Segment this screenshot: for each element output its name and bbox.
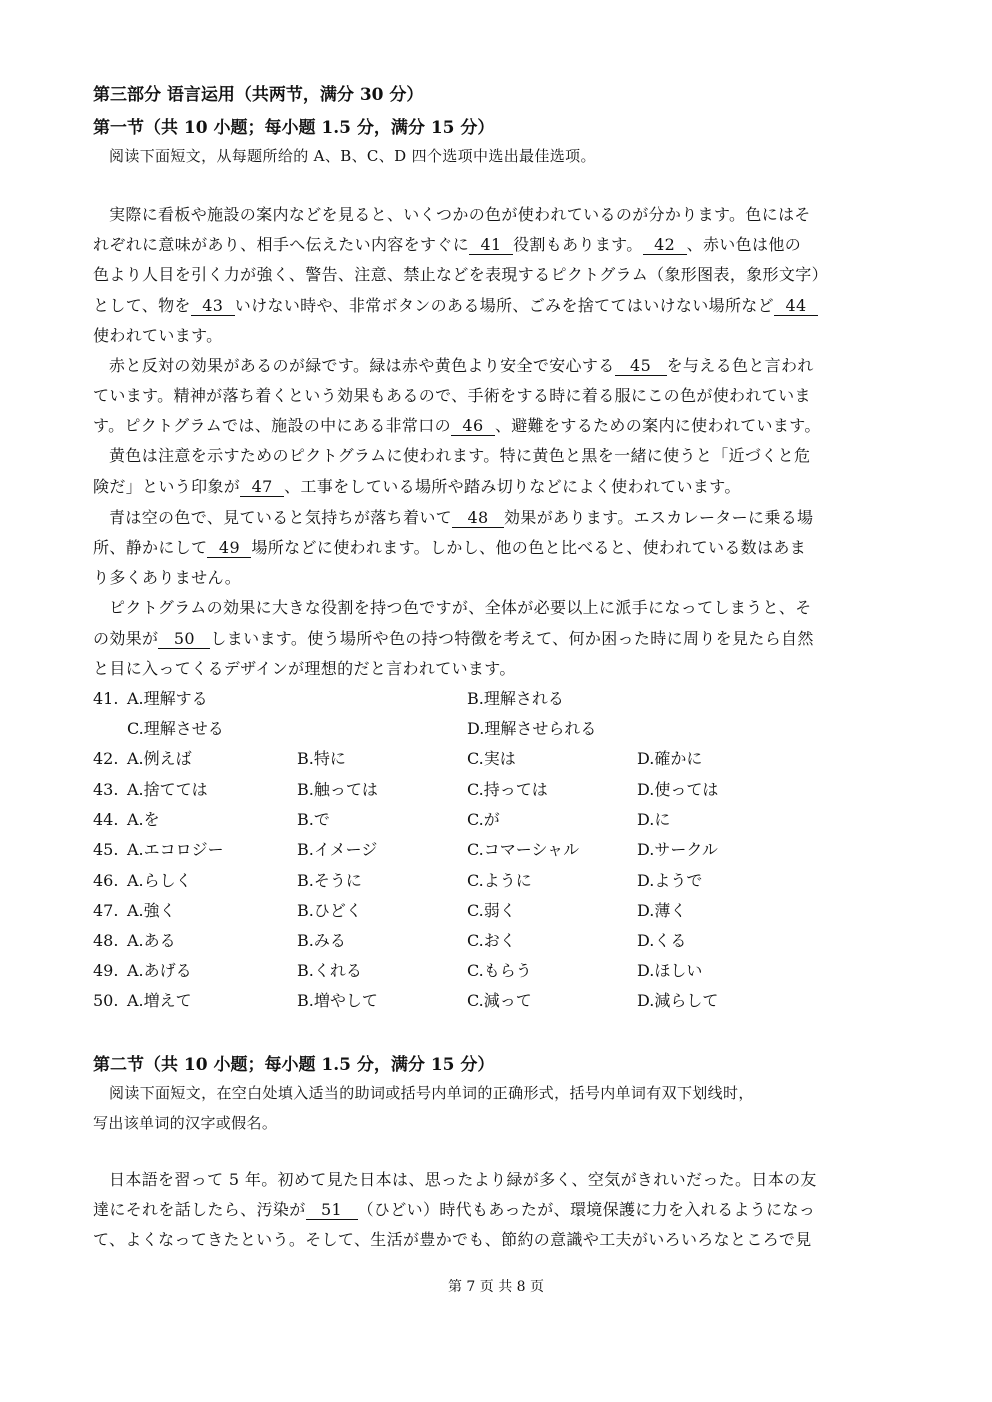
passage1-line: 色より人目を引く力が強く、警告、注意、禁止などを表現するピクトグラム（象形图表，象形文字） — [93, 265, 828, 284]
option-b: B.で — [297, 810, 330, 829]
blank-41: 41 — [469, 236, 513, 255]
blank-44: 44 — [774, 297, 818, 316]
passage1-line: と目に入ってくるデザインが理想的だと言われています。 — [93, 659, 516, 678]
question-number: 41. — [93, 689, 119, 708]
option-d: D.薄く — [637, 901, 687, 920]
question-number: 47. — [93, 901, 119, 920]
option-b: B.くれる — [297, 961, 362, 980]
section2-instruction: 写出该单词的汉字或假名。 — [93, 1114, 278, 1132]
passage1-line: 実際に看板や施設の案内などを見ると、いくつかの色が使われているのが分かります。色にはそ — [109, 205, 811, 224]
passage1-line: れぞれに意味があり、相手へ伝えたい内容をすぐに 41 役割もあります。 42 、赤い色は他の — [93, 235, 802, 254]
option-a: A.強く — [127, 901, 176, 920]
question-number: 44. — [93, 810, 119, 829]
passage1-line: 黄色は注意を示すためのピクトグラムに使われます。特に黄色と黒を一緒に使うと「近づくと危 — [109, 446, 811, 465]
question-number: 49. — [93, 961, 119, 980]
option-d: D.ほしい — [637, 961, 703, 980]
option-c: C.持っては — [467, 780, 548, 799]
option-a: A.理解する — [127, 689, 208, 708]
option-c: C.弱く — [467, 901, 516, 920]
option-c: C.コマーシャル — [467, 840, 580, 859]
option-d: D.確かに — [637, 749, 703, 768]
blank-46: 46 — [451, 417, 495, 436]
passage1-line: 所、静かにして 49 場所などに使われます。しかし、他の色と比べると、使われている数はあま — [93, 538, 807, 557]
option-a: A.を — [127, 810, 160, 829]
option-b: B.ひどく — [297, 901, 362, 920]
option-c: C.減って — [467, 991, 532, 1010]
blank-49: 49 — [207, 539, 251, 558]
passage1-line: として、物を 43 いけない時や、非常ボタンのある場所、ごみを捨ててはいけない場所など 44 — [93, 296, 863, 316]
option-a: A.ある — [127, 931, 176, 950]
blank-50: 50 — [158, 630, 210, 649]
question-number: 46. — [93, 871, 119, 890]
question-number: 43. — [93, 780, 119, 799]
option-c: C.ように — [467, 871, 532, 890]
question-number: 48. — [93, 931, 119, 950]
blank-47: 47 — [240, 478, 284, 497]
question-number: 42. — [93, 749, 119, 768]
passage1-line: 赤と反対の効果があるのが緑です。緑は赤や黄色より安全で安心する 45 を与える色と言われ — [109, 356, 814, 375]
blank-48: 48 — [452, 509, 504, 528]
option-b: B.触っては — [297, 780, 378, 799]
option-a: A.増えて — [127, 991, 192, 1010]
option-d: D.くる — [637, 931, 687, 950]
question-number: 45. — [93, 840, 119, 859]
blank-42: 42 — [643, 236, 687, 255]
passage2-line: 日本語を習って 5 年。初めて見た日本は、思ったより緑が多く、空気がきれいだった。日本の友 — [109, 1170, 817, 1189]
passage1-line: り多くありません。 — [93, 568, 242, 587]
option-d: D.使っては — [637, 780, 719, 799]
section2-instruction: 阅读下面短文，在空白处填入适当的助词或括号内单词的正确形式，括号内单词有双下划线时， — [109, 1084, 754, 1102]
passage1-line: 使われています。 — [93, 326, 223, 345]
option-d: D.理解させられる — [467, 719, 597, 738]
option-d: D.に — [637, 810, 671, 829]
option-c: C.おく — [467, 931, 516, 950]
question-number: 50. — [93, 991, 119, 1010]
page-number: 第 7 页 共 8 页 — [447, 1279, 545, 1295]
option-b: B.みる — [297, 931, 346, 950]
section1-instruction: 阅读下面短文，从每题所给的 A、B、C、D 四个选项中选出最佳选项。 — [109, 147, 596, 165]
option-b: B.理解される — [467, 689, 564, 708]
section1-title: 第一节（共 10 小题；每小题 1.5 分，满分 15 分） — [93, 118, 495, 138]
part-title: 第三部分 语言运用（共两节，满分 30 分） — [93, 85, 424, 105]
section2-title: 第二节（共 10 小题；每小题 1.5 分，满分 15 分） — [93, 1055, 495, 1075]
option-a: A.例えば — [127, 749, 192, 768]
option-d: D.サークル — [637, 840, 718, 859]
option-d: D.減らして — [637, 991, 719, 1010]
option-a: A.あげる — [127, 961, 192, 980]
option-b: B.イメージ — [297, 840, 378, 859]
passage2-line: て、よくなってきたという。そして、生活が豊かでも、節約の意識や工夫がいろいろなところで見 — [93, 1230, 812, 1249]
passage1-line: ています。精神が落ち着くという効果もあるので、手術をする時に着る服にこの色が使われていま — [93, 386, 811, 405]
option-a: A.捨てては — [127, 780, 208, 799]
option-b: B.増やして — [297, 991, 378, 1010]
passage1-line: 険だ」という印象が 47 、工事をしている場所や踏み切りなどによく使われています。 — [93, 477, 741, 496]
option-a: A.エコロジー — [127, 840, 224, 859]
option-c: C.もらう — [467, 961, 532, 980]
option-a: A.らしく — [127, 871, 192, 890]
passage1-line: の効果が 50 しまいます。使う場所や色の持つ特徴を考えて、何か困った時に周りを見たら自然 — [93, 629, 814, 648]
option-c: C.が — [467, 810, 500, 829]
option-b: B.そうに — [297, 871, 362, 890]
passage1-line: 青は空の色で、見ていると気持ちが落ち着いて 48 効果があります。エスカレーターに乗る場 — [109, 508, 814, 527]
passage2-line: 達にそれを話したら、汚染が 51 （ひどい）時代もあったが、環境保護に力を入れるようになっ — [93, 1200, 816, 1219]
blank-45: 45 — [615, 357, 667, 376]
blank-43: 43 — [191, 297, 235, 316]
option-c: C.理解させる — [127, 719, 224, 738]
blank-51: 51 — [306, 1201, 358, 1220]
option-b: B.特に — [297, 749, 346, 768]
option-c: C.実は — [467, 749, 516, 768]
passage1-line: す。ピクトグラムでは、施設の中にある非常口の 46 、避難をするための案内に使われています。 — [93, 416, 821, 435]
passage1-line: ピクトグラムの効果に大きな役割を持つ色ですが、全体が必要以上に派手になってしまうと、そ — [109, 598, 812, 617]
option-d: D.ようで — [637, 871, 703, 890]
